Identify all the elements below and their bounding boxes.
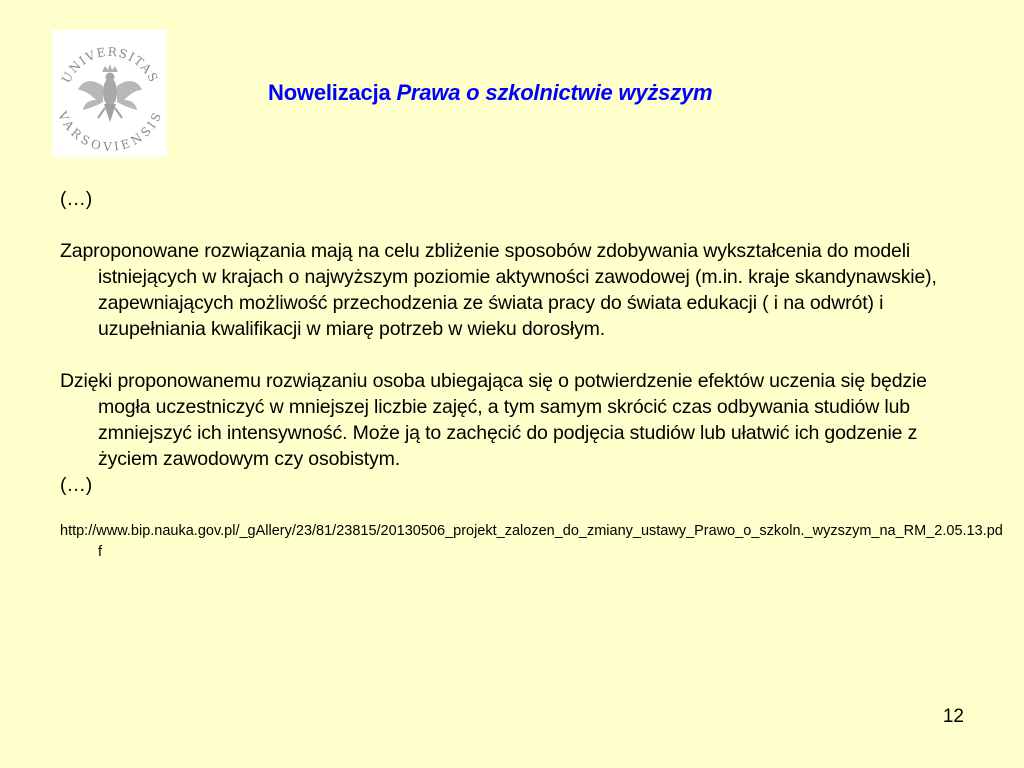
page-number: 12 <box>942 706 964 727</box>
page-title <box>268 80 712 106</box>
eagle-emblem-icon <box>52 30 167 157</box>
logo-text-top: UNIVERSITAS <box>58 44 162 86</box>
title-italic: Prawa o szkolnictwie wyższym <box>396 80 713 105</box>
logo-text-bottom: VARSOVIENSIS <box>55 109 165 154</box>
slide-content <box>60 186 1003 578</box>
ellipsis-end: (…) <box>60 474 93 496</box>
university-logo <box>52 30 167 157</box>
ellipsis-start: (…) <box>60 188 93 210</box>
paragraph-1: Zaproponowane rozwiązania mają na celu zbliżenie sposobów zdobywania wykształcenia do modeli istniejących w krajach o najwyższym poziomie aktywności zawodowej (m.in. kraje skandynawskie), zapewniających możliwość przechodzenia ze świata pracy do świata edukacji ( i na odwrót) i uzupełniania kwalifikacji w miarę potrzeb w wieku dorosłym. <box>60 240 937 340</box>
paragraph-2: Dzięki proponowanemu rozwiązaniu osoba ubiegająca się o potwierdzenie efektów uczenia się będzie mogła uczestniczyć w mniejszej liczbie zajęć, a tym samym skrócić czas odbywania studiów lub zmniejszyć ich intensywność. Może ją to zachęcić do podjęcia studiów lub ułatwić ich godzenie z życiem zawodowym czy osobistym. <box>60 370 927 470</box>
source-url: http://www.bip.nauka.gov.pl/_gAllery/23/81/23815/20130506_projekt_zalozen_do_zmiany_ustawy_Prawo_o_szkoln._wyzszym_na_RM_2.05.13.pdf <box>60 523 1003 560</box>
title-plain: Nowelizacja <box>268 80 397 105</box>
